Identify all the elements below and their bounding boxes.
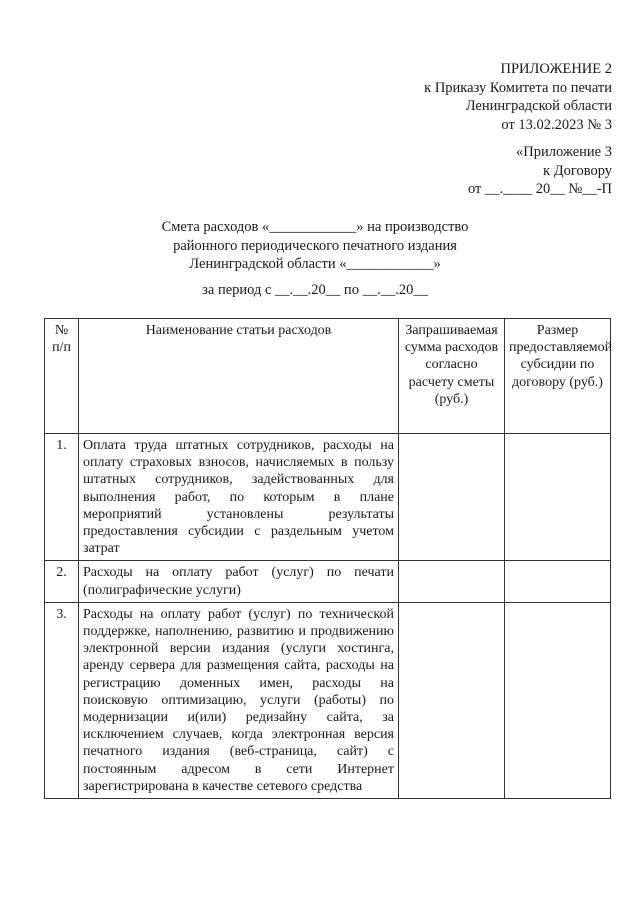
header-name: Наименование статьи расходов — [79, 319, 399, 434]
row-requested-cell[interactable] — [399, 602, 505, 798]
appendix-sub-contract: к Договору — [543, 162, 612, 179]
appendix-sub-title: «Приложение 3 — [516, 144, 612, 160]
appendix-order: к Приказу Комитета по печати — [424, 79, 612, 96]
appendix-region: Ленинградской области — [465, 98, 612, 114]
document-title — [110, 218, 520, 274]
period-line: за период с __.__.20__ по __.__.20__ — [202, 282, 428, 298]
row-name: Расходы на оплату работ (услуг) по печати (полиграфические услуги) — [79, 561, 399, 602]
row-num: 3. — [45, 602, 79, 798]
row-subsidy-cell[interactable] — [505, 561, 611, 602]
row-name: Оплата труда штатных сотрудников, расходы на оплату страховых взносов, начисляемых в пользу штатных сотрудников, задействованных для выполнения работ, по которым в плане мероприятий установлены результаты предоставления субсидии с раздельным учетом затрат — [79, 434, 399, 561]
title-line-3: Ленинградской области «____________» — [189, 256, 441, 272]
appendix-date: от 13.02.2023 № 3 — [501, 116, 612, 133]
row-num: 2. — [45, 561, 79, 602]
appendix-sub-date: от __.____ 20__ №__-П — [467, 181, 612, 197]
table-row — [45, 561, 611, 602]
appendix-header — [424, 60, 612, 134]
cost-estimate-table — [44, 318, 611, 799]
title-line-1: Смета расходов «____________» на производство — [161, 219, 469, 235]
row-subsidy-cell[interactable] — [505, 434, 611, 561]
table-row — [45, 602, 611, 798]
appendix-sub-header — [468, 143, 612, 199]
row-name: Расходы на оплату работ (услуг) по технической поддержке, наполнению, развитию и продвижению электронной версии издания (услуги хостинга, аренду сервера для размещения сайта, расходы на регистрацию доменных имен, расходы на поисковую оптимизацию, услуги (работы) по модернизации и(или) редизайну сайта, за исключением случаев, когда электронная версия печатного издания (веб-страница, сайт) с постоянным адресом в сети Интернет зарегистрирована в качестве сетевого средства — [79, 602, 399, 798]
header-num: № п/п — [45, 319, 79, 434]
row-subsidy-cell[interactable] — [505, 602, 611, 798]
table-row — [45, 434, 611, 561]
header-requested: Запрашиваемая сумма расходов согласно расчету сметы (руб.) — [399, 319, 505, 434]
title-line-2: районного периодического печатного издания — [173, 237, 457, 254]
table-header-row — [45, 319, 611, 434]
appendix-title: ПРИЛОЖЕНИЕ 2 — [500, 61, 612, 77]
header-subsidy: Размер предоставляемой субсидии по договору (руб.) — [505, 319, 611, 434]
row-requested-cell[interactable] — [399, 561, 505, 602]
row-requested-cell[interactable] — [399, 434, 505, 561]
row-num: 1. — [45, 434, 79, 561]
